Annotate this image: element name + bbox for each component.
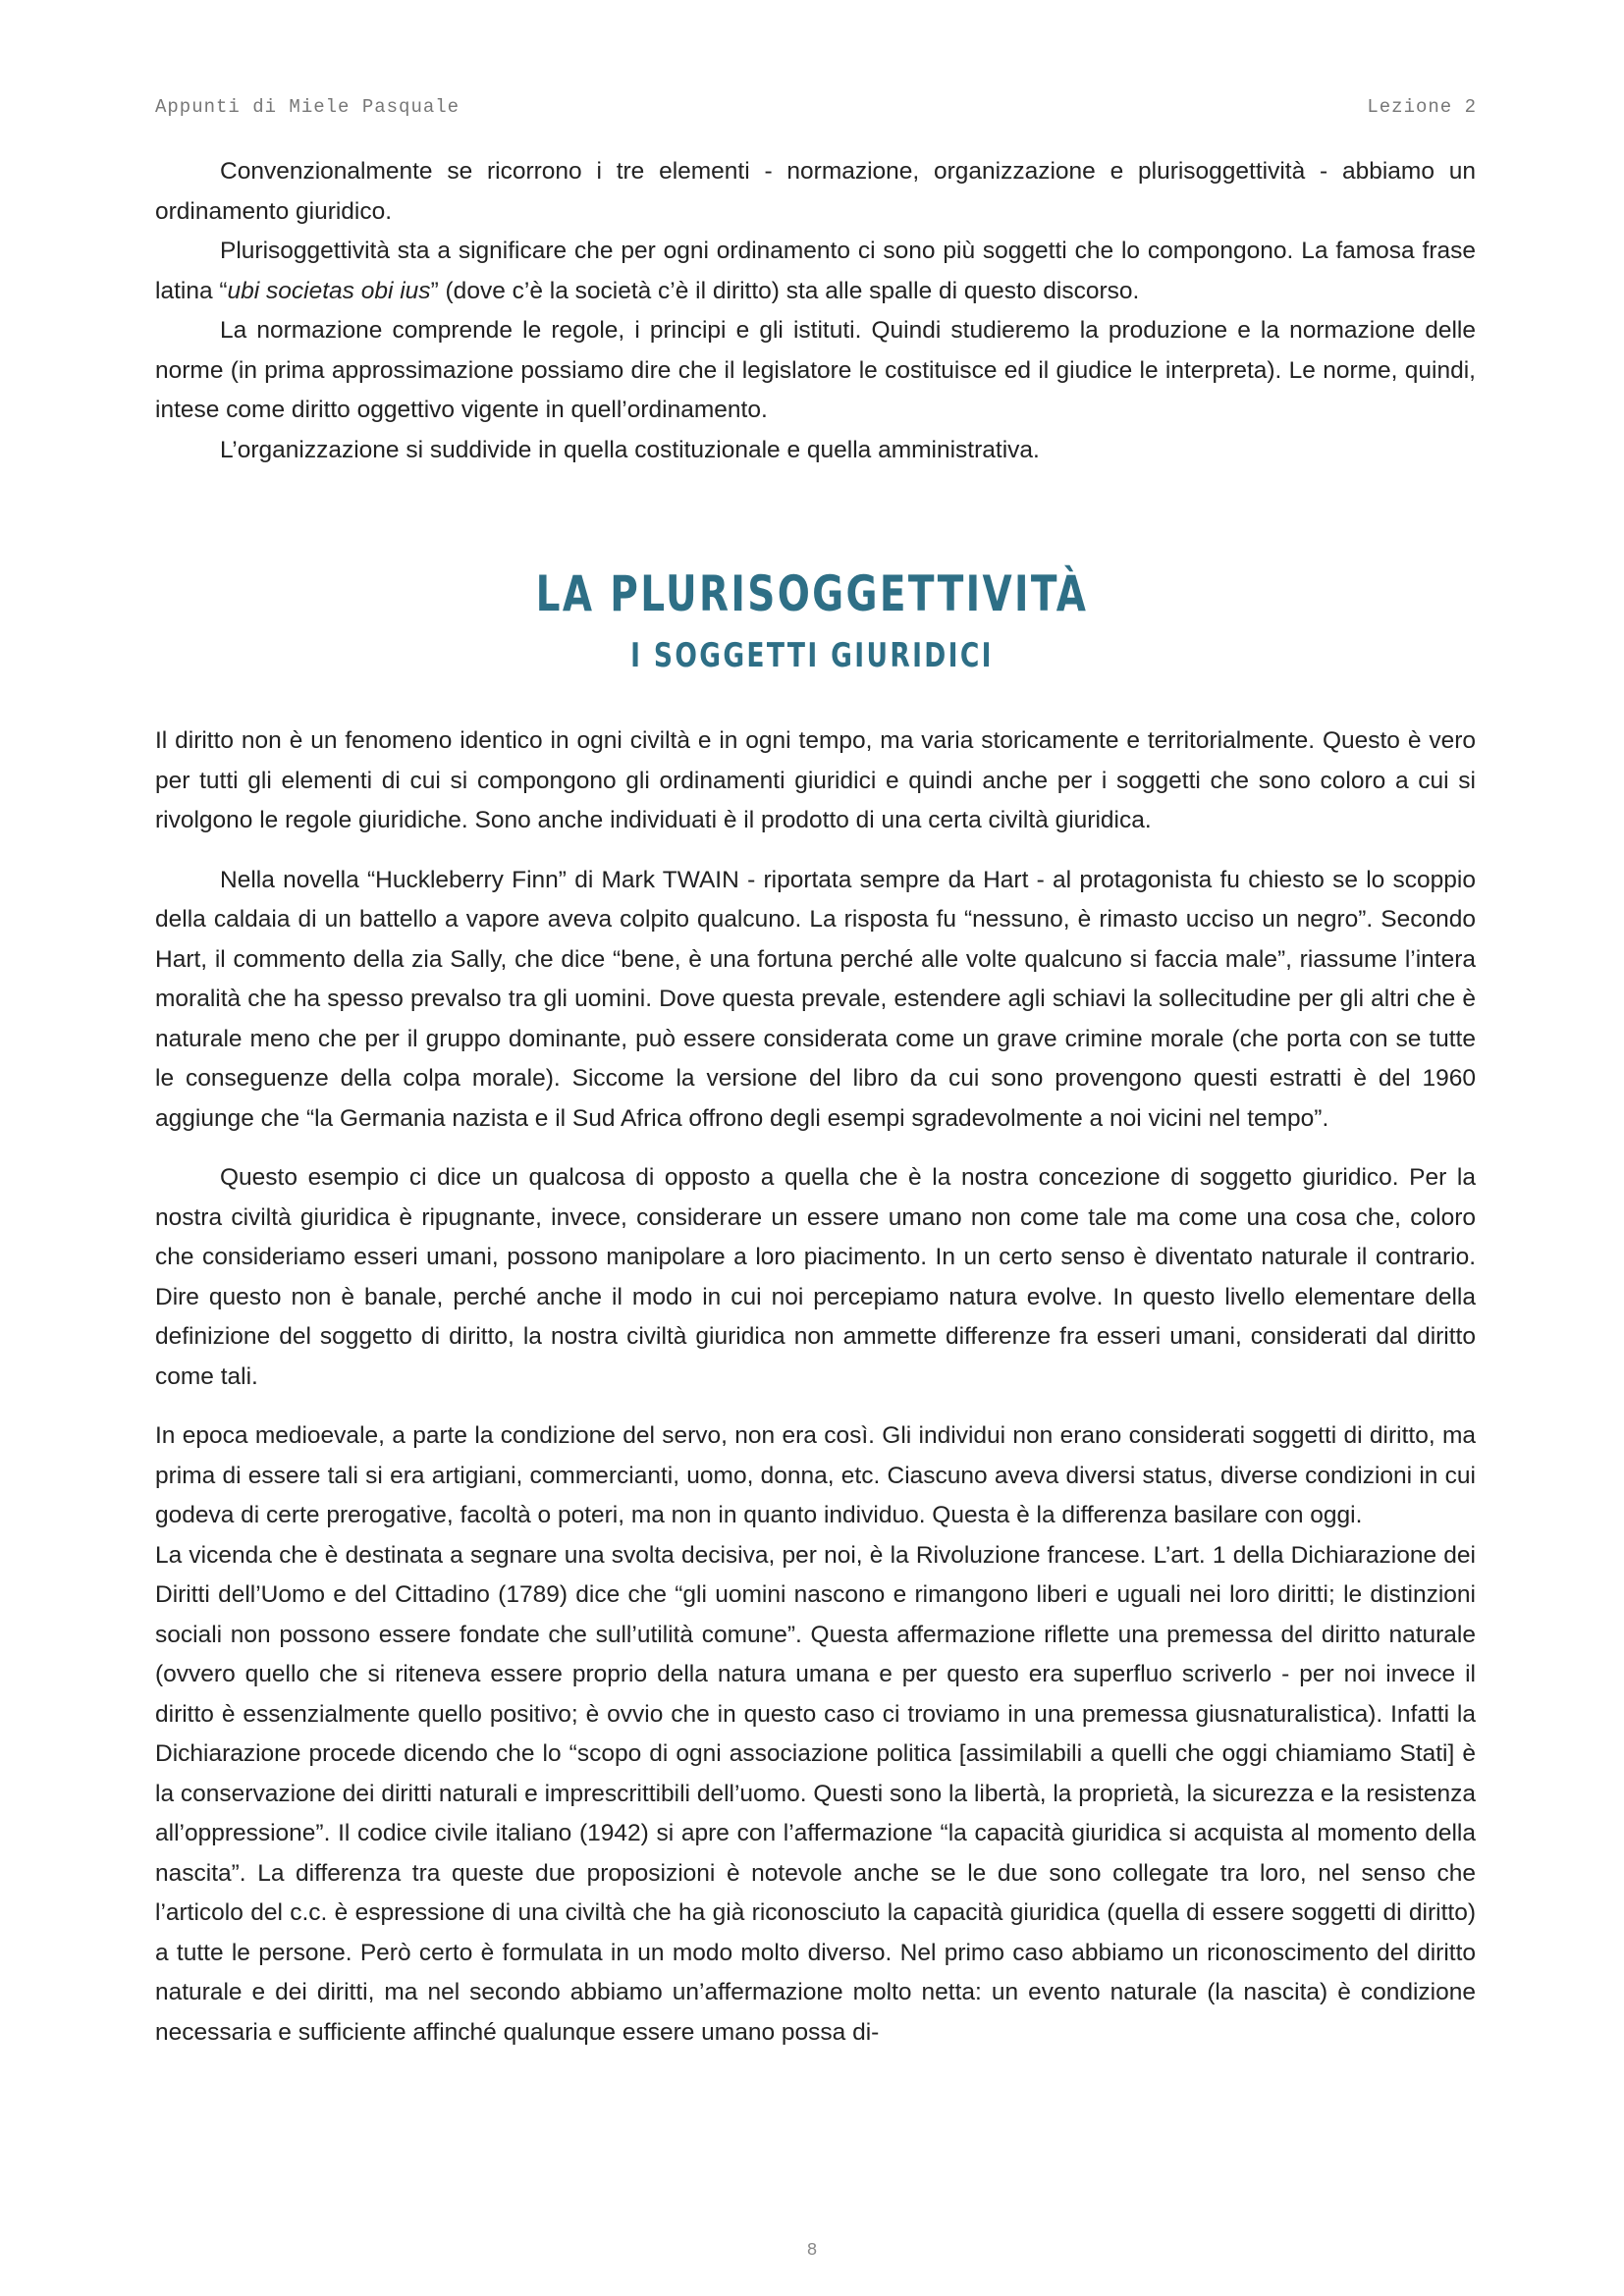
intro-paragraph-4: L’organizzazione si suddivide in quella costituzionale e quella amministrativa.: [220, 436, 1040, 463]
paragraph-gap: [155, 1397, 1476, 1416]
intro-paragraph-3: La normazione comprende le regole, i principi e gli istituti. Quindi studieremo la produzione e la normazione delle norme (in prima approssimazione possiamo dire che il legislatore le costituisce ed il giudice le interpreta). Le norme, quindi, intese come diritto oggettivo vigente in quell’ordinamento.: [155, 317, 1476, 423]
running-header-lesson: Lezione 2: [1367, 96, 1477, 118]
latin-phrase: ubi societas obi ius: [227, 277, 431, 304]
main-text: [155, 721, 1476, 2053]
page-number: 8: [806, 2241, 818, 2261]
intro-text: [155, 152, 1476, 470]
intro-paragraph-2-end: ” (dove c’è la società c’è il diritto) sta alle spalle di questo discorso.: [430, 277, 1140, 304]
section-title: LA PLURISOGGETTIVITÀ: [535, 565, 1089, 622]
intro-paragraph-2-start: Plurisoggettività sta a significare che per ogni ordinamento ci sono più soggetti che lo compongono. La famosa frase latina “: [155, 238, 1476, 304]
paragraph-gap: [155, 1139, 1476, 1158]
paragraph-gap: [155, 841, 1476, 861]
intro-paragraph-1: Convenzionalmente se ricorrono i tre elementi - normazione, organizzazione e plurisoggettività - abbiamo un ordinamento giuridico.: [155, 158, 1476, 225]
paragraph-4: In epoca medioevale, a parte la condizione del servo, non era così. Gli individui non erano considerati soggetti di diritto, ma prima di essere tali si era artigiani, commercianti, uomo, donna, etc. Ciascuno aveva diversi status, diverse condizioni in cui godeva di certe prerogative, facoltà o poteri, ma non in quanto individuo. Questa è la differenza basilare con oggi.: [155, 1422, 1476, 1528]
paragraph-1: Il diritto non è un fenomeno identico in ogni civiltà e in ogni tempo, ma varia storicamente e territorialmente. Questo è vero per tutti gli elementi di cui si compongono gli ordinamenti giuridici e quindi anche per i soggetti che sono coloro a cui si rivolgono le regole giuridiche. Sono anche individuati è il prodotto di una certa civiltà giuridica.: [155, 727, 1476, 833]
paragraph-3: Questo esempio ci dice un qualcosa di opposto a quella che è la nostra concezione di soggetto giuridico. Per la nostra civiltà giuridica è ripugnante, invece, considerare un essere umano non come tale ma come una cosa che, coloro che consideriamo esseri umani, possono manipolare a loro piacimento. In un certo senso è diventato naturale il contrario. Dire questo non è banale, perché anche il modo in cui noi percepiamo natura evolve. In questo livello elementare della definizione del soggetto di diritto, la nostra civiltà giuridica non ammette differenze fra esseri umani, considerati dal diritto come tali.: [155, 1164, 1476, 1390]
paragraph-2: Nella novella “Huckleberry Finn” di Mark TWAIN - riportata sempre da Hart - al protagonista fu chiesto se lo scoppio della caldaia di un battello a vapore aveva colpito qualcuno. La risposta fu “nessuno, è rimasto ucciso un negro”. Secondo Hart, il commento della zia Sally, che dice “bene, è una fortuna perché alle volte qualcuno si faccia male”, riassume l’intera moralità che ha spesso prevalso tra gli uomini. Dove questa prevale, estendere agli schiavi la sollecitudine per gli altri che è naturale meno che per il gruppo dominante, può essere considerata come un grave crimine morale (che porta con se tutte le conseguenze della colpa morale). Siccome la versione del libro da cui sono provengono questi estratti è del 1960 aggiunge che “la Germania nazista e il Sud Africa offrono degli esempi sgradevolmente a noi vicini nel tempo”.: [155, 866, 1476, 1132]
paragraph-5: La vicenda che è destinata a segnare una svolta decisiva, per noi, è la Rivoluzione francese. L’art. 1 della Dichiarazione dei Diritti dell’Uomo e del Cittadino (1789) dice che “gli uomini nascono e rimangono liberi e uguali nei loro diritti; le distinzioni sociali non possono essere fondate che sull’utilità comune”. Questa affermazione riflette una premessa del diritto naturale (ovvero quello che si riteneva essere proprio della natura umana e per questo era superfluo scriverlo - per noi invece il diritto è essenzialmente quello positivo; è ovvio che in questo caso ci troviamo in una premessa giusnaturalistica). Infatti la Dichiarazione procede dicendo che lo “scopo di ogni associazione politica [assimilabili a quelli che oggi chiamiamo Stati] è la conservazione dei diritti naturali e imprescrittibili dell’uomo. Questi sono la libertà, la proprietà, la sicurezza e la resistenza all’oppressione”. Il codice civile italiano (1942) si apre con l’affermazione “la capacità giuridica si acquista al momento della nascita”. La differenza tra queste due proposizioni è notevole anche se le due sono collegate tra loro, nel senso che l’articolo del c.c. è espressione di una civiltà che ha già riconosciuto la capacità giuridica (quella di essere soggetti di diritto) a tutte le persone. Però certo è formulata in un modo molto diverso. Nel primo caso abbiamo un riconoscimento del diritto naturale e dei diritti, ma nel secondo abbiamo un’affermazione molto netta: un evento naturale (la nascita) è condizione necessaria e sufficiente affinché qualunque essere umano possa di-: [155, 1541, 1476, 2046]
intro-paragraph-2: [155, 232, 1476, 311]
running-header-author: Appunti di Miele Pasquale: [155, 96, 460, 118]
section-subtitle: I SOGGETTI GIURIDICI: [630, 636, 994, 675]
